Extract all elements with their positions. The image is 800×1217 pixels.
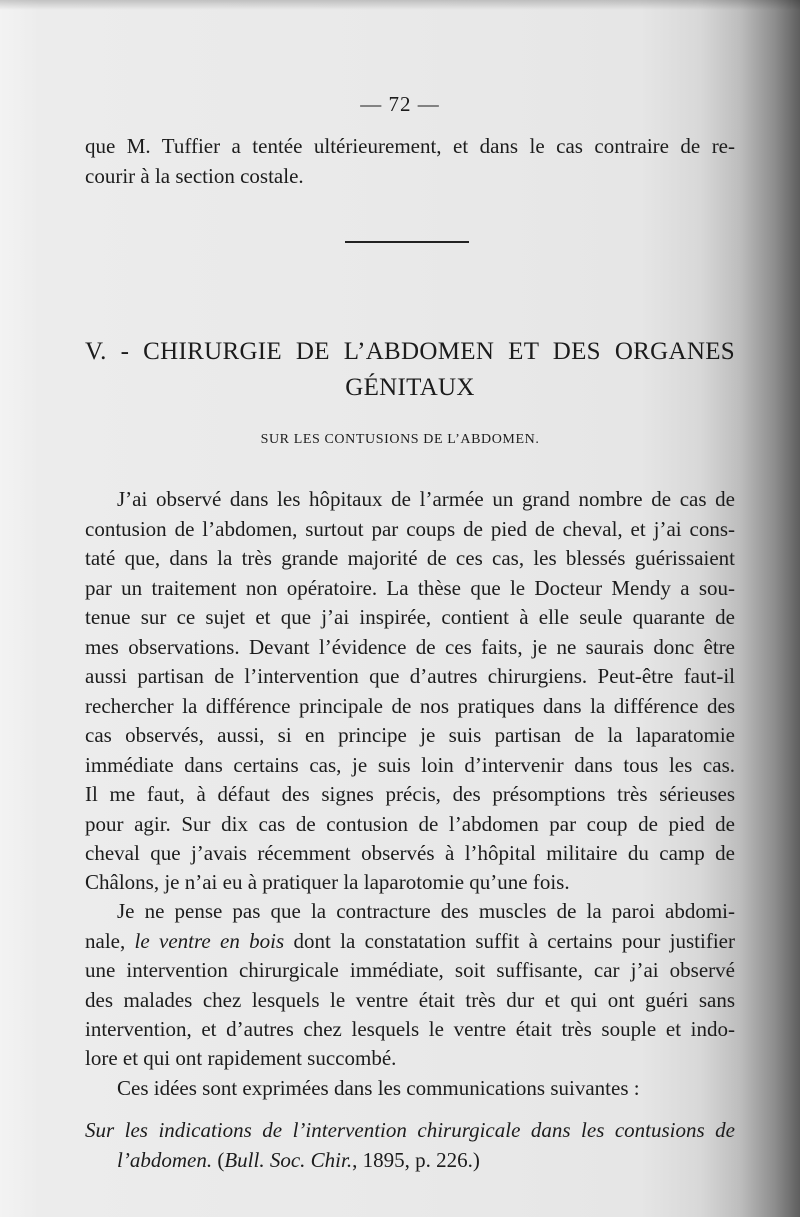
paragraph-2-line-2-start: nale, <box>85 929 135 953</box>
paragraph-2-line-6: lore et qui ont rapidement succombé. <box>85 1046 397 1070</box>
paragraph-1-line-2: contusion de l’abdomen, surtout par coups de pied de cheval, et j’ai cons- <box>85 517 735 541</box>
paragraph-1-line-11: Il me faut, à défaut des signes précis, des présomptions très sérieuses <box>85 782 735 806</box>
intro-line-1: que M. Tuffier a tentée ultérieurement, et dans le cas contraire de re- <box>85 134 735 158</box>
paragraph-3: Ces idées sont exprimées dans les communications suivantes : <box>117 1076 640 1100</box>
paragraph-1-line-7: aussi partisan de l’intervention que d’autres chirurgiens. Peut-être faut-il <box>85 664 735 688</box>
paragraph-1-line-1: J’ai observé dans les hôpitaux de l’armée un grand nombre de cas de <box>117 487 735 511</box>
section-heading-line-1: V. - CHIRURGIE DE L’ABDOMEN ET DES ORGANES <box>85 338 735 365</box>
paragraph-1-line-4: par un traitement non opératoire. La thèse que le Docteur Mendy a sou- <box>85 576 735 600</box>
paragraph-1-line-6: mes observations. Devant l’évidence de ces faits, je ne saurais donc être <box>85 635 735 659</box>
paragraph-2-line-4: des malades chez lesquels le ventre était très dur et qui ont guéri sans <box>85 988 735 1012</box>
section-heading-line-2: GÉNITAUX <box>345 374 475 401</box>
intro-line-2: courir à la section costale. <box>85 164 304 188</box>
italic-phrase-ventre-en-bois: le ventre en bois <box>134 929 285 953</box>
reference-title-end: l’abdomen. <box>117 1148 213 1172</box>
paragraph-1-line-13: cheval que j’avais récemment observés à l’hôpital militaire du camp de <box>85 841 735 865</box>
reference-journal: Bull. Soc. Chir. <box>224 1148 353 1172</box>
section-divider <box>345 241 469 243</box>
paragraph-2-line-3: une intervention chirurgicale immédiate, soit suffisante, car j’ai observé <box>85 958 735 982</box>
reference-line-2 <box>117 1145 735 1175</box>
paragraph-1-line-12: pour agir. Sur dix cas de contusion de l’abdomen par coup de pied de <box>85 812 735 836</box>
paragraph-2-line-1: Je ne pense pas que la contracture des muscles de la paroi abdomi- <box>117 899 735 923</box>
paragraph-1-line-9: cas observés, aussi, si en principe je suis partisan de la laparatomie <box>85 723 735 747</box>
paragraph-1-line-10: immédiate dans certains cas, je suis loin d’intervenir dans tous les cas. <box>85 753 735 777</box>
paragraph-2-line-2-end: dont la constatation suffit à certains pour justifier <box>284 929 735 953</box>
paragraph-1-line-14: Châlons, je n’ai eu à pratiquer la laparotomie qu’une fois. <box>85 870 570 894</box>
page-top-shadow <box>0 0 800 10</box>
page-number: — 72 — <box>360 92 440 116</box>
paragraph-1-line-8: rechercher la différence principale de nos pratiques dans la différence des <box>85 694 735 718</box>
reference-line-1: Sur les indications de l’intervention chirurgicale dans les contusions de <box>85 1118 735 1142</box>
reference-citation: , 1895, p. 226.) <box>352 1148 480 1172</box>
paragraph-1-line-5: tenue sur ce sujet et que j’ai inspirée, contient à elle seule quarante de <box>85 605 735 629</box>
paragraph-2-line-2 <box>85 926 735 956</box>
subsection-heading: SUR LES CONTUSIONS DE L’ABDOMEN. <box>260 432 540 447</box>
paragraph-1-line-3: taté que, dans la très grande majorité de ces cas, les blessés guérissaient <box>85 546 735 570</box>
reference-open-paren: ( <box>212 1148 225 1172</box>
paragraph-2-line-5: intervention, et d’autres chez lesquels le ventre était très souple et indo- <box>85 1017 735 1041</box>
